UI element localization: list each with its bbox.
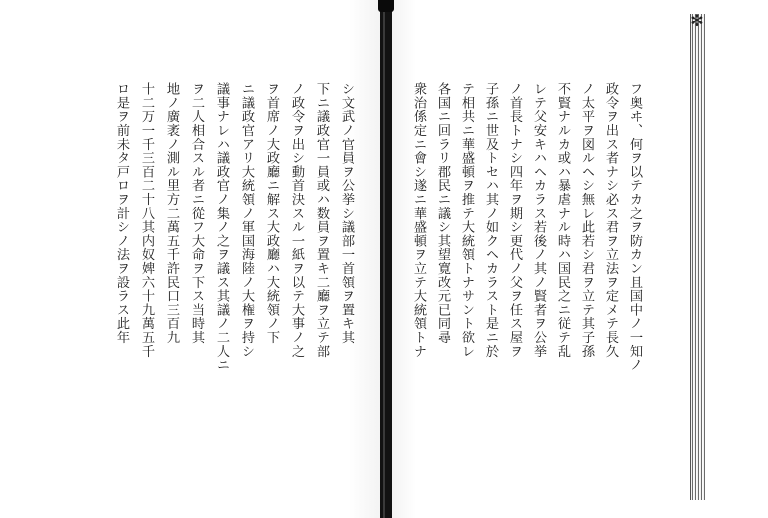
left-page-column-2: 下ニ議政官一員或ハ数員ヲ置キ二廳ヲ立テ部 (314, 82, 329, 358)
left-page-column-4: ヲ首席ノ大政廳ニ解ス大政廳ハ大統領ノ下 (264, 82, 279, 345)
right-page-column-1: フ奥ヰ、何ヲ以テカ之ヲ防カン且国中ノ一知ノ (627, 82, 642, 372)
left-page-column-5: ニ議政官アリ大統領ノ軍国海陸ノ大権ヲ持シ (239, 82, 254, 358)
left-page-column-6: 議事ナレハ議政官ノ集ノ之ヲ議ス其議ノ二人ニ (214, 82, 229, 372)
page-edges (690, 14, 705, 500)
left-page-column-9: 十二万一千三百二十八其内奴婢六十九萬五千 (139, 82, 154, 358)
right-page-column-9: 各国ニ回ラリ郡民ニ議シ其望寛改元已同尋 (435, 82, 450, 345)
left-page-column-1: シ文武ノ官員ヲ公挙シ議部一首領ヲ置キ其 (339, 82, 354, 345)
right-page-column-4: 不賢ナルカ或ハ暴虐ナル時ハ国民之ニ従テ乱 (555, 82, 570, 358)
binding-clip (378, 0, 394, 12)
right-page-column-5: レテ父安キハヘカラス若後ノ其ノ賢者ヲ公挙 (531, 82, 546, 358)
right-page-column-6: ノ首長トナシ四年ヲ期シ更代ノ父ヲ任ス屋ヲ (507, 82, 522, 358)
right-page-column-2: 政令ヲ出ス者ナシ必ス君ヲ立法ヲ定メテ長久 (603, 82, 618, 358)
left-page-column-7: ヲ二人相合スル者ニ從フ大命ヲ下ス当時其 (189, 82, 204, 345)
left-page-column-8: 地ノ廣袤ノ測ル里方二萬五千許民口三百九 (164, 82, 179, 345)
left-page-column-10: ロ是ヲ前未タ戸ロヲ計シノ法ヲ設ラス此年 (114, 82, 129, 345)
right-page-column-7: 子孫ニ世及トセハ其ノ如クヘカラスト是ニ於 (483, 82, 498, 358)
book-binding (380, 0, 392, 518)
tab-mark-icon: ✻ (690, 11, 704, 30)
right-page-column-10: 衆治係定ニ會シ遂ニ華盛頓ヲ立テ大統領トナ (411, 82, 426, 358)
right-page-column-3: ノ太平ヲ図ルヘシ無レ此若シ君ヲ立テ其子孫 (579, 82, 594, 358)
right-page-column-8: テ相共ニ華盛頓ヲ推テ大統領トナサント欲レ (459, 82, 474, 358)
left-page-column-3: ノ政令ヲ出シ動首決スル一紙ヲ以テ大事ノ之 (289, 82, 304, 358)
